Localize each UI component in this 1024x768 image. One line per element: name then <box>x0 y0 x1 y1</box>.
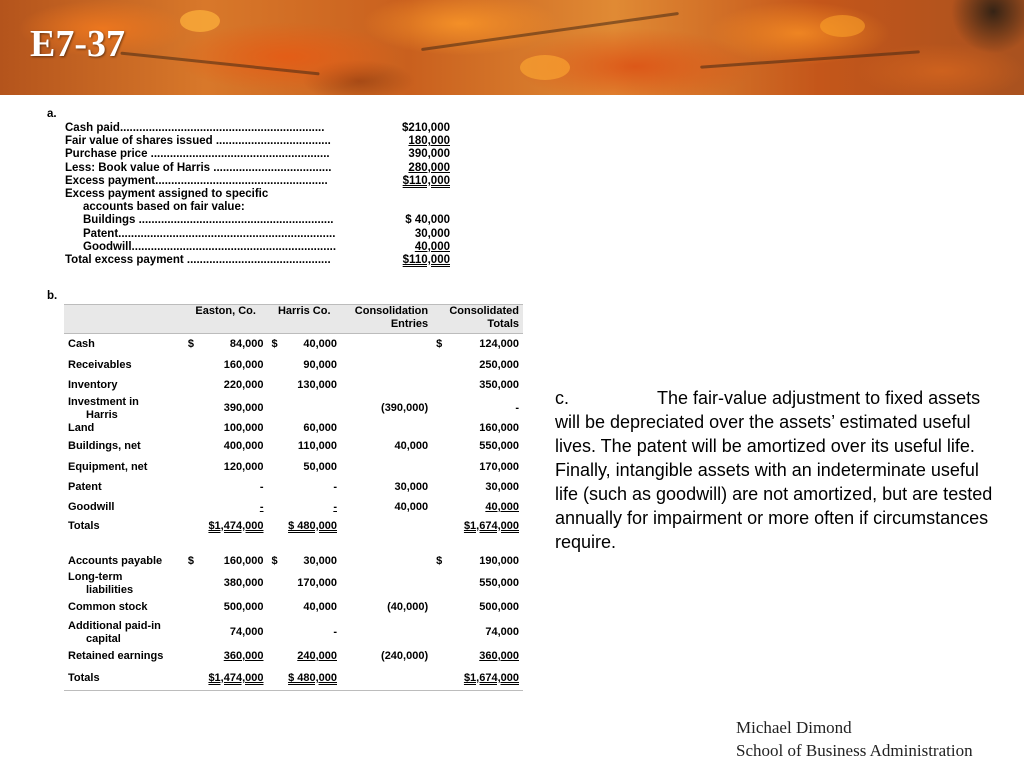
part-a-row-value: 180,000 <box>408 135 450 148</box>
currency-symbol: $ <box>436 555 443 567</box>
cell-with-currency <box>436 338 519 351</box>
part-a-row <box>65 188 450 201</box>
row-label <box>64 647 184 667</box>
part-c-text: The fair-value adjustment to fixed assets will be depreciated over the assets’ estimated useful lives. The patent will be amortized over its useful life. Finally, intangible assets with an indeterminate useful life (such as goodwill) are not amortized, but are tested annually for impairment or more often if circumstances require. <box>555 388 993 552</box>
column-header: Harris Co. <box>268 305 342 334</box>
cell-value: 250,000 <box>479 359 519 371</box>
table-cell <box>268 376 342 396</box>
part-a-row <box>65 254 450 267</box>
cell-value: 240,000 <box>297 650 337 662</box>
table-cell <box>268 535 342 553</box>
table-cell <box>432 647 523 667</box>
row-label-text: Retained earnings <box>68 650 164 662</box>
table-row <box>64 619 523 647</box>
table-cell <box>341 667 432 691</box>
part-a-row-value: 30,000 <box>414 227 450 240</box>
table-cell <box>268 518 342 535</box>
table-cell <box>341 478 432 498</box>
cell-with-currency <box>188 338 264 351</box>
table-cell <box>341 396 432 422</box>
row-label <box>64 478 184 498</box>
column-header: Consolidated Totals <box>432 305 523 334</box>
table-cell <box>184 478 268 498</box>
table-cell <box>341 436 432 458</box>
column-header <box>64 305 184 334</box>
table-cell <box>184 376 268 396</box>
cell-value: 110,000 <box>297 440 337 452</box>
row-label <box>64 597 184 619</box>
table-cell <box>432 422 523 436</box>
table-cell <box>184 518 268 535</box>
row-label-text: Cash <box>68 338 95 351</box>
table-cell <box>184 396 268 422</box>
part-a-row <box>65 241 450 254</box>
table-cell <box>268 458 342 478</box>
part-a-row-label: Goodwill................................................................ <box>83 240 337 253</box>
part-a-row <box>65 214 450 227</box>
row-label-text: Inventory <box>68 379 118 391</box>
table-row <box>64 396 523 422</box>
row-label-text: Patent <box>68 481 102 493</box>
table-cell <box>184 356 268 376</box>
table-cell <box>268 436 342 458</box>
row-label-continuation: Harris <box>86 408 118 421</box>
table-cell <box>432 458 523 478</box>
branch-decoration <box>421 12 679 51</box>
row-label-text: Totals <box>68 671 100 684</box>
table-cell <box>268 422 342 436</box>
row-label <box>64 535 184 553</box>
part-a-row-label: accounts based on fair value: <box>83 201 245 214</box>
cell-value: 400,000 <box>223 440 264 452</box>
cell-with-currency <box>436 555 519 568</box>
cell-value: 500,000 <box>479 601 519 613</box>
row-label-text: Goodwill <box>68 501 115 513</box>
table-cell <box>432 498 523 518</box>
cell-value: 40,000 <box>394 501 429 513</box>
currency-symbol: $ <box>271 555 278 567</box>
row-label-text: Accounts payable <box>68 555 163 567</box>
part-a-row-value: $110,000 <box>402 253 450 266</box>
row-label-text: Equipment, net <box>68 461 148 473</box>
table-row <box>64 647 523 667</box>
currency-symbol: $ <box>436 338 443 351</box>
cell-value: 30,000 <box>394 481 429 493</box>
cell-value: 380,000 <box>223 577 264 589</box>
part-b-label: b. <box>47 290 58 302</box>
row-label <box>64 422 184 436</box>
part-a-row-label: Excess payment assigned to specific <box>65 187 269 200</box>
leaf-decoration <box>820 15 865 37</box>
table-cell <box>341 597 432 619</box>
leaf-decoration <box>520 55 570 80</box>
cell-value: (40,000) <box>387 601 429 613</box>
cell-value: (390,000) <box>381 402 429 414</box>
part-a-row-value: $210,000 <box>402 122 450 134</box>
table-cell <box>341 498 432 518</box>
table-cell <box>184 553 268 571</box>
table-cell <box>268 647 342 667</box>
table-cell <box>341 356 432 376</box>
table-cell <box>184 667 268 691</box>
table-cell <box>184 571 268 597</box>
cell-with-currency <box>272 555 338 568</box>
cell-with-currency <box>272 338 338 351</box>
cell-value: 40,000 <box>303 338 337 351</box>
part-a-list <box>65 122 450 267</box>
table-cell <box>432 334 523 356</box>
table-cell <box>184 597 268 619</box>
row-label-text: Investment in <box>68 395 139 408</box>
part-c-label: c. <box>555 388 570 408</box>
row-label <box>64 458 184 478</box>
row-label-continuation: capital <box>86 632 121 645</box>
cell-value: $1,674,000 <box>463 519 519 532</box>
cell-value: 190,000 <box>479 555 519 567</box>
part-a-row <box>65 175 450 188</box>
cell-value: - <box>333 501 337 513</box>
table-row <box>64 356 523 376</box>
row-label <box>64 396 184 422</box>
column-header: Easton, Co. <box>184 305 268 334</box>
cell-value: 170,000 <box>297 577 337 589</box>
part-c-paragraph <box>555 386 995 554</box>
cell-value: - <box>259 481 264 493</box>
part-a-row-value: 280,000 <box>408 161 450 174</box>
column-header: Consolidation Entries <box>341 305 432 334</box>
cell-value: $1,474,000 <box>208 519 264 532</box>
cell-value: 130,000 <box>297 379 337 391</box>
cell-with-currency <box>188 555 264 568</box>
table-cell <box>432 535 523 553</box>
currency-symbol: $ <box>187 555 194 567</box>
table-cell <box>341 376 432 396</box>
footer-school: School of Business Administration <box>736 741 973 760</box>
cell-value: - <box>333 626 337 638</box>
row-label-text: Common stock <box>68 601 148 613</box>
table-cell <box>268 334 342 356</box>
table-row <box>64 422 523 436</box>
cell-value: 500,000 <box>223 601 264 613</box>
table-cell <box>268 498 342 518</box>
table-row <box>64 571 523 597</box>
cell-value: 40,000 <box>394 440 429 452</box>
table-cell <box>184 535 268 553</box>
table-cell <box>341 553 432 571</box>
row-label <box>64 667 184 691</box>
table-cell <box>184 436 268 458</box>
part-a-row-label: Fair value of shares issued .................................... <box>65 135 331 148</box>
part-a-row <box>65 228 450 241</box>
row-label <box>64 498 184 518</box>
table-cell <box>432 478 523 498</box>
cell-value: - <box>515 402 519 414</box>
row-label-text: Land <box>68 422 95 434</box>
row-label-text: Totals <box>68 519 100 532</box>
cell-value: 40,000 <box>303 601 337 613</box>
row-label-text: Long-term <box>68 570 123 583</box>
table-cell <box>268 667 342 691</box>
cell-value: $ 480,000 <box>288 519 337 532</box>
table-cell <box>341 571 432 597</box>
table-cell <box>341 619 432 647</box>
table-row <box>64 458 523 478</box>
table-cell <box>341 647 432 667</box>
table-cell <box>432 436 523 458</box>
table-cell <box>268 356 342 376</box>
part-a-row-value: $ 40,000 <box>405 214 450 227</box>
part-a-row-label: Buildings ............................................................. <box>83 214 334 227</box>
table-row <box>64 478 523 498</box>
row-label-continuation: liabilities <box>86 583 134 596</box>
table-cell <box>432 553 523 571</box>
part-a-row-value: 390,000 <box>408 148 450 161</box>
part-a-row-label: Purchase price ........................................................ <box>65 148 330 161</box>
part-a-label: a. <box>47 108 57 120</box>
table-row <box>64 518 523 535</box>
footer <box>736 716 973 762</box>
slide-title: E7-37 <box>30 23 125 65</box>
currency-symbol: $ <box>187 338 194 351</box>
table-cell <box>268 553 342 571</box>
leaf-decoration <box>180 10 220 32</box>
consolidation-table <box>64 304 523 691</box>
table-cell <box>268 597 342 619</box>
cell-value: 390,000 <box>223 402 264 414</box>
table-cell <box>184 647 268 667</box>
cell-value: 30,000 <box>303 555 337 567</box>
cell-value: 30,000 <box>485 481 519 493</box>
cell-value: $1,674,000 <box>463 671 519 684</box>
row-label-text: Receivables <box>68 359 132 371</box>
table-row <box>64 376 523 396</box>
row-label-text: Buildings, net <box>68 440 141 452</box>
part-a-row-value: 40,000 <box>414 240 450 253</box>
part-a-row <box>65 148 450 161</box>
table-row <box>64 553 523 571</box>
row-label <box>64 553 184 571</box>
table-cell <box>184 422 268 436</box>
row-label <box>64 436 184 458</box>
row-label <box>64 334 184 356</box>
cell-value: 100,000 <box>223 422 264 434</box>
cell-value: 120,000 <box>223 461 264 473</box>
table-row <box>64 436 523 458</box>
cell-value: 160,000 <box>223 555 264 567</box>
table-row <box>64 334 523 356</box>
part-a-row <box>65 135 450 148</box>
table-cell <box>432 619 523 647</box>
part-a-row-label: Cash paid................................................................ <box>65 122 325 134</box>
table-header-row <box>64 305 523 334</box>
table-cell <box>184 334 268 356</box>
table-row <box>64 597 523 619</box>
row-label <box>64 571 184 597</box>
cell-value: 74,000 <box>485 626 519 638</box>
cell-value: 160,000 <box>223 359 264 371</box>
cell-value: 124,000 <box>479 338 519 351</box>
part-a-row-label: Excess payment...................................................... <box>65 174 328 187</box>
cell-value: 360,000 <box>479 650 519 662</box>
table-cell <box>341 518 432 535</box>
row-label-text: Additional paid-in <box>68 619 161 632</box>
table-cell <box>432 376 523 396</box>
table-cell <box>432 356 523 376</box>
cell-value: 60,000 <box>303 422 337 434</box>
currency-symbol: $ <box>271 338 278 351</box>
table-cell <box>184 619 268 647</box>
cell-value: 170,000 <box>479 461 519 473</box>
table-row <box>64 535 523 553</box>
table-body <box>64 334 523 691</box>
row-label <box>64 376 184 396</box>
cell-value: 550,000 <box>479 440 519 452</box>
cell-value: 74,000 <box>229 626 264 638</box>
table-cell <box>341 334 432 356</box>
table-cell <box>184 498 268 518</box>
row-label <box>64 518 184 535</box>
cell-value: 50,000 <box>303 461 337 473</box>
part-a-row-value: $110,000 <box>402 174 450 187</box>
table-row <box>64 667 523 691</box>
table-cell <box>341 422 432 436</box>
cell-value: - <box>333 481 337 493</box>
cell-value: 84,000 <box>229 338 264 351</box>
part-a-row-label: Total excess payment ............................................. <box>65 253 331 266</box>
table-cell <box>184 458 268 478</box>
row-label <box>64 619 184 647</box>
row-label <box>64 356 184 376</box>
cell-value: 550,000 <box>479 577 519 589</box>
branch-decoration <box>120 52 319 76</box>
cell-value: 90,000 <box>303 359 337 371</box>
table-cell <box>432 597 523 619</box>
part-a-row <box>65 122 450 135</box>
cell-value: $ 480,000 <box>288 671 337 684</box>
table-row <box>64 498 523 518</box>
table-cell <box>268 478 342 498</box>
cell-value: 350,000 <box>479 379 519 391</box>
part-a-row-label: Patent.................................................................... <box>83 227 336 240</box>
table-cell <box>432 667 523 691</box>
table-cell <box>432 396 523 422</box>
part-a-row <box>65 201 450 214</box>
cell-value: $1,474,000 <box>208 671 264 684</box>
branch-decoration <box>700 50 920 68</box>
table-cell <box>268 619 342 647</box>
table-cell <box>268 571 342 597</box>
cell-value: 40,000 <box>485 501 519 513</box>
cell-value: 360,000 <box>223 650 264 662</box>
table-cell <box>268 396 342 422</box>
cell-value: 220,000 <box>223 379 264 391</box>
table-cell <box>432 518 523 535</box>
cell-value: 160,000 <box>479 422 519 434</box>
cell-value: - <box>259 501 264 513</box>
part-a-row <box>65 162 450 175</box>
part-a-row-label: Less: Book value of Harris ..................................... <box>65 161 332 174</box>
table-cell <box>341 458 432 478</box>
table-cell <box>341 535 432 553</box>
footer-name: Michael Dimond <box>736 718 852 737</box>
header-banner <box>0 0 1024 95</box>
table-cell <box>432 571 523 597</box>
cell-value: (240,000) <box>381 650 429 662</box>
